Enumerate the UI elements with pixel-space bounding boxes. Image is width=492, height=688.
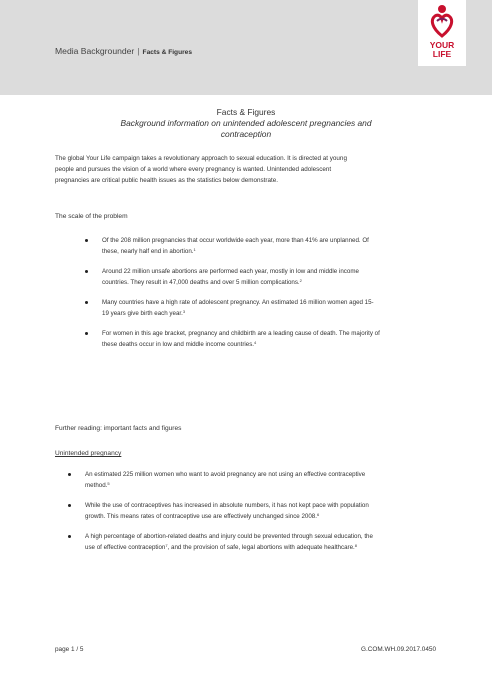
header-separator: | (137, 46, 140, 56)
list-item: A high percentage of abortion-related deaths and injury could be prevented through sexual education, the use of effective contraception$^7$, and the provision of safe, legal abortions with adequate healthcare.$^8$ (85, 532, 377, 553)
unintended-bullet-list (85, 470, 377, 553)
bullet-icon (85, 332, 88, 335)
list-item: Of the 208 million pregnancies that occur worldwide each year, more than 41% are unplanned. Of these, nearly half end in abortion.$^1$ (102, 236, 380, 257)
bullet-icon (68, 504, 71, 507)
list-item: Many countries have a high rate of adolescent pregnancy. An estimated 16 million women aged 15-19 years give birth each year.$^3$ (102, 298, 380, 319)
list-item: An estimated 225 million women who want to avoid pregnancy are not using an effective contraceptive method.$^5$ (85, 470, 377, 491)
list-item: For women in this age bracket, pregnancy and childbirth are a leading cause of death. The majority of these deaths occur in low and middle income countries.$^4$ (102, 329, 380, 350)
logo-word-life: LIFE (432, 49, 452, 59)
header-title: Media Backgrounder (55, 46, 135, 56)
list-item: Around 22 million unsafe abortions are performed each year, mostly in low and middle income countries. They result in 47,000 deaths and over 5 million complications.$^2$ (102, 267, 380, 288)
your-life-logo (418, 0, 466, 66)
further-reading-heading: Further reading: important facts and figures (55, 425, 182, 432)
intro-paragraph: The global Your Life campaign takes a revolutionary approach to sexual education. It is directed at young people and pursues the vision of a world where every pregnancy is wanted. Unintended adolescent pregnancies are critical public health issues as the statistics below demonstrate. (55, 155, 347, 184)
page-number: page 1 / 5 (55, 646, 84, 653)
heart-person-icon (430, 4, 454, 38)
bullet-icon (85, 239, 88, 242)
scale-bullet-list (102, 236, 380, 350)
list-item: While the use of contraceptives has increased in absolute numbers, it has not kept pace with population growth. This means rates of contraceptive use are effectively unchanged since 2008.$^6$ (85, 501, 377, 522)
bullet-icon (68, 535, 71, 538)
section-heading-unintended-pregnancy: Unintended pregnancy (55, 450, 122, 457)
page-header (0, 0, 492, 95)
bullet-icon (68, 473, 71, 476)
logo-word-your: YOUR (429, 40, 455, 50)
bullet-icon (85, 301, 88, 304)
bullet-icon (85, 270, 88, 273)
header-title-group (55, 46, 192, 56)
document-code: G.COM.WH.09.2017.0450 (361, 646, 436, 653)
section-heading-scale: The scale of the problem (55, 213, 128, 220)
header-subtitle: Facts & Figures (142, 49, 193, 56)
document-subtitle: Background information on unintended adolescent pregnancies and contraception (120, 118, 372, 139)
document-title-block (0, 107, 492, 140)
document-title: Facts & Figures (216, 107, 276, 117)
